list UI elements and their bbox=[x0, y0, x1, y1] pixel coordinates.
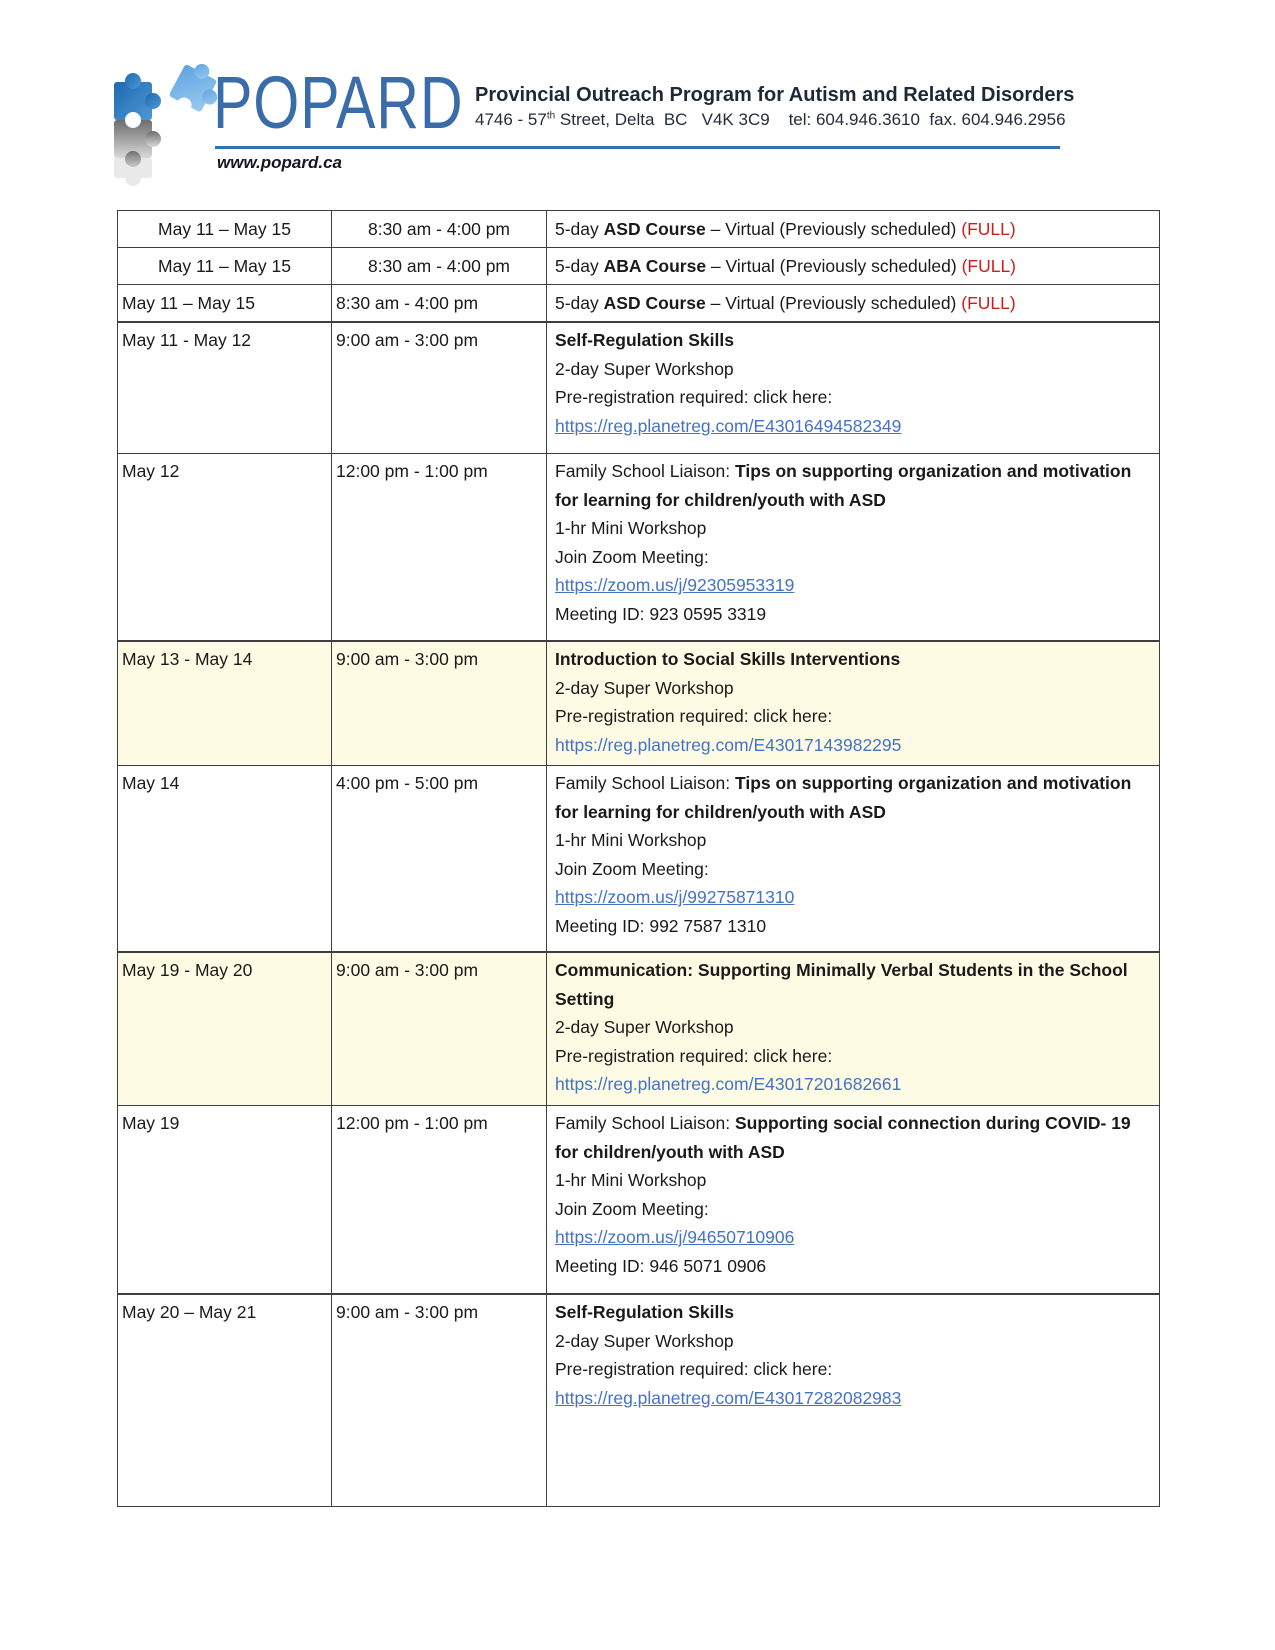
org-tagline: Provincial Outreach Program for Autism and Related Disorders bbox=[475, 84, 1075, 106]
event-detail: Pre-registration required: click here: bbox=[555, 1045, 833, 1066]
table-row bbox=[118, 454, 1160, 642]
table-row bbox=[118, 766, 1160, 953]
event-detail: 2-day Super Workshop bbox=[555, 358, 734, 379]
date-cell: May 11 – May 15 bbox=[118, 248, 332, 285]
meeting-id: Meeting ID: 923 0595 3319 bbox=[555, 603, 767, 624]
description-cell bbox=[547, 1106, 1160, 1295]
description-cell bbox=[547, 248, 1160, 285]
event-detail: 2-day Super Workshop bbox=[555, 1017, 734, 1037]
table-row bbox=[118, 322, 1160, 454]
time-cell: 12:00 pm - 1:00 pm bbox=[332, 1106, 547, 1295]
description-cell bbox=[547, 211, 1160, 248]
event-title: Communication: Supporting Minimally Verbal Students in the School Setting bbox=[555, 960, 1128, 1009]
time-cell: 9:00 am - 3:00 pm bbox=[332, 641, 547, 766]
event-title: Tips on supporting organization and motivation for learning for children/youth with ASD bbox=[555, 773, 1132, 822]
org-address: 4746 - 57th Street, Delta BC V4K 3C9 tel: 604.946.3610 fax. 604.946.2956 bbox=[475, 110, 1066, 129]
registration-link[interactable]: https://reg.planetreg.com/E43017201682661 bbox=[555, 1074, 902, 1094]
time-cell: 12:00 pm - 1:00 pm bbox=[332, 454, 547, 642]
time-cell: 8:30 am - 4:00 pm bbox=[332, 211, 547, 248]
event-detail: Join Zoom Meeting: bbox=[555, 858, 709, 879]
event-title: Self-Regulation Skills bbox=[555, 330, 734, 350]
date-cell: May 14 bbox=[118, 766, 332, 953]
schedule-table bbox=[117, 210, 1160, 1507]
date-cell: May 19 - May 20 bbox=[118, 952, 332, 1106]
time-cell: 9:00 am - 3:00 pm bbox=[332, 1294, 547, 1507]
event-detail: 1-hr Mini Workshop bbox=[555, 518, 707, 538]
zoom-link[interactable]: https://zoom.us/j/92305953319 bbox=[555, 575, 795, 595]
course-name: ABA Course bbox=[603, 255, 707, 276]
event-detail: Pre-registration required: click here: bbox=[555, 387, 833, 407]
event-lead: Family School Liaison: bbox=[555, 1113, 735, 1133]
event-detail: Pre-registration required: click here: bbox=[555, 706, 833, 726]
event-detail: Pre-registration required: click here: bbox=[555, 1359, 833, 1379]
table-row bbox=[118, 1106, 1160, 1295]
table-row bbox=[118, 285, 1160, 323]
registration-link[interactable]: https://reg.planetreg.com/E43017143982295 bbox=[555, 734, 902, 755]
website-url: www.popard.ca bbox=[217, 153, 343, 172]
header-divider bbox=[215, 146, 1060, 149]
table-row bbox=[118, 952, 1160, 1106]
table-row bbox=[118, 641, 1160, 766]
full-badge: (FULL) bbox=[961, 292, 1016, 313]
description-cell bbox=[547, 766, 1160, 953]
event-detail: 1-hr Mini Workshop bbox=[555, 830, 707, 850]
time-cell: 9:00 am - 3:00 pm bbox=[332, 322, 547, 454]
course-text: 5-day bbox=[555, 218, 604, 239]
event-title: Supporting social connection during COVID- 19 for children/youth with ASD bbox=[555, 1113, 1131, 1162]
full-badge: (FULL) bbox=[961, 255, 1017, 276]
registration-link[interactable]: https://reg.planetreg.com/E43017282082983 bbox=[555, 1387, 902, 1408]
course-text: – Virtual (Previously scheduled) bbox=[705, 292, 962, 313]
description-cell bbox=[547, 285, 1160, 323]
course-name: ASD Course bbox=[603, 292, 706, 313]
full-badge: (FULL) bbox=[961, 218, 1016, 239]
date-cell: May 11 – May 15 bbox=[118, 285, 332, 323]
event-detail: 1-hr Mini Workshop bbox=[555, 1170, 707, 1190]
description-cell bbox=[547, 641, 1160, 766]
event-detail: Join Zoom Meeting: bbox=[555, 546, 709, 567]
date-cell: May 11 – May 15 bbox=[118, 211, 332, 248]
event-detail: Join Zoom Meeting: bbox=[555, 1198, 709, 1219]
date-cell: May 13 - May 14 bbox=[118, 641, 332, 766]
date-cell: May 20 – May 21 bbox=[118, 1294, 332, 1507]
event-lead: Family School Liaison: bbox=[555, 461, 735, 481]
time-cell: 8:30 am - 4:00 pm bbox=[332, 248, 547, 285]
table-row bbox=[118, 1294, 1160, 1507]
meeting-id: Meeting ID: 992 7587 1310 bbox=[555, 915, 767, 936]
date-cell: May 12 bbox=[118, 454, 332, 642]
description-cell bbox=[547, 322, 1160, 454]
course-text: 5-day bbox=[555, 255, 604, 276]
date-cell: May 19 bbox=[118, 1106, 332, 1295]
course-text: – Virtual (Previously scheduled) bbox=[705, 218, 962, 239]
event-lead: Family School Liaison: bbox=[555, 773, 735, 793]
time-cell: 4:00 pm - 5:00 pm bbox=[332, 766, 547, 953]
event-detail: 2-day Super Workshop bbox=[555, 677, 734, 698]
zoom-link[interactable]: https://zoom.us/j/94650710906 bbox=[555, 1227, 795, 1247]
registration-link[interactable]: https://reg.planetreg.com/E43016494582349 bbox=[555, 415, 902, 436]
date-cell: May 11 - May 12 bbox=[118, 322, 332, 454]
course-name: ASD Course bbox=[603, 218, 706, 239]
popard-wordmark: POPARD bbox=[213, 61, 464, 144]
event-title: Introduction to Social Skills Interventions bbox=[555, 649, 901, 669]
course-text: 5-day bbox=[555, 292, 604, 313]
course-text: – Virtual (Previously scheduled) bbox=[706, 255, 962, 276]
event-title: Tips on supporting organization and motivation for learning for children/youth with ASD bbox=[555, 461, 1132, 510]
description-cell bbox=[547, 454, 1160, 642]
event-detail: 2-day Super Workshop bbox=[555, 1330, 734, 1351]
zoom-link[interactable]: https://zoom.us/j/99275871310 bbox=[555, 887, 795, 907]
event-title: Self-Regulation Skills bbox=[555, 1302, 734, 1322]
description-cell bbox=[547, 952, 1160, 1106]
table-row bbox=[118, 248, 1160, 285]
description-cell bbox=[547, 1294, 1160, 1507]
time-cell: 8:30 am - 4:00 pm bbox=[332, 285, 547, 323]
meeting-id: Meeting ID: 946 5071 0906 bbox=[555, 1255, 767, 1276]
time-cell: 9:00 am - 3:00 pm bbox=[332, 952, 547, 1106]
table-row bbox=[118, 211, 1160, 248]
